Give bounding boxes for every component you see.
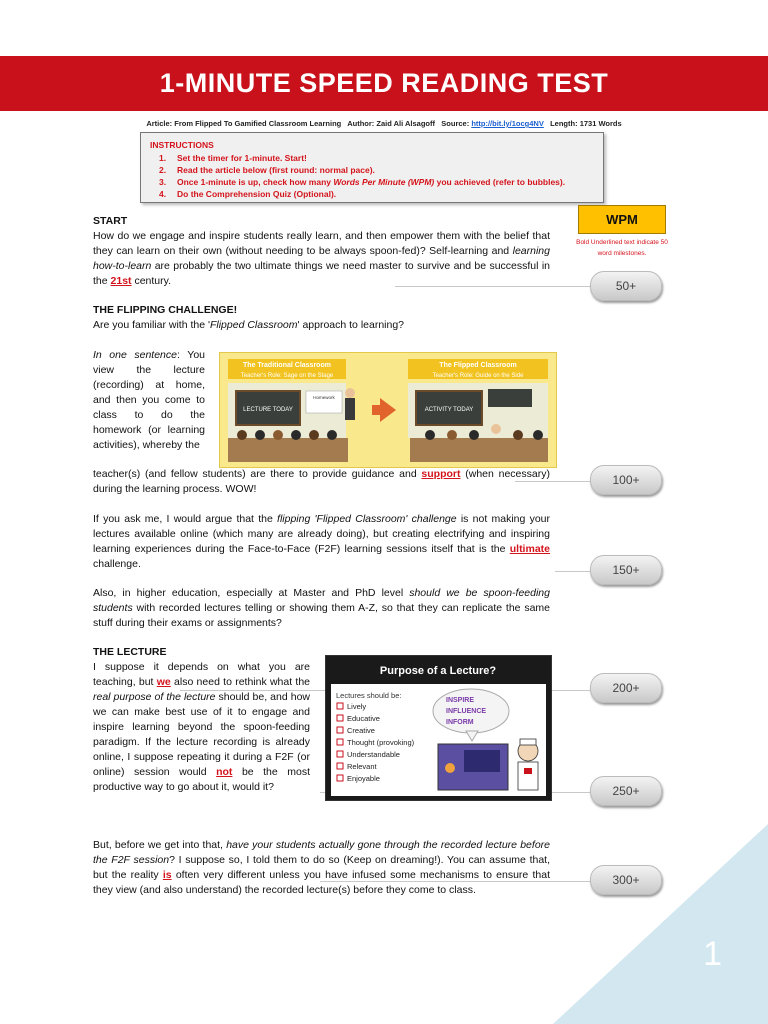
instruction-item: 3. Once 1-minute is up, check how many Words Per Minute (WPM) you achieved (refer to bubbles).: [159, 177, 566, 187]
page-title: 1-MINUTE SPEED READING TEST: [159, 68, 609, 98]
milestone-50: 50+: [590, 271, 662, 301]
lecture-purpose-illustration: [326, 656, 551, 800]
flipping-section: [93, 303, 550, 333]
ask-paragraph: If you ask me, I would argue that the flipping 'Flipped Classroom' challenge is not making your lectures available online (which many are already doing), but creating electrifying and inspiring learning experiences during the Face-to-Face (F2F) learning sessions itself that is the ultimate challenge.: [93, 513, 551, 570]
milestone-line: [555, 571, 590, 572]
start-heading: START: [93, 215, 128, 227]
start-paragraph: How do we engage and inspire students really learn, and then empower them with the belief that they can learn on their own (without needing to be always spoon-fed)? Self-learning and learning how-to-learn are probably the two ultimate things we need master to survive and be successful in the 21st century.: [93, 230, 550, 287]
lecture-paragraph: I suppose it depends on what you are teaching, but we also need to rethink what the real purpose of the lecture should be, and how we can make best use of it to engage and inspire learning beyond the spoon-feeding paradigm. If the lecture recording is already online, I suppose repeating it during a F2F (or online) session would not be the most productive way to go about it, would it?: [93, 661, 311, 793]
traditional-board-text: LECTURE TODAY: [243, 407, 293, 413]
length-value: 1731 Words: [579, 119, 622, 128]
bubble-influence: INFLUENCE: [446, 708, 487, 715]
lecture-image-title: Purpose of a Lecture?: [379, 665, 497, 677]
start-section: [93, 214, 550, 289]
also-paragraph: Also, in higher education, especially at Master and PhD level should we be spoon-feeding students with recorded lectures telling or showing them A-Z, so that they can replicate the same stuff during their exams or assignments?: [93, 587, 550, 629]
lecture-quality-item: Relevant: [347, 762, 377, 771]
article-meta: [0, 119, 768, 128]
bubble-inform: INFORM: [446, 719, 474, 726]
classroom-illustration: [220, 353, 556, 467]
traditional-subtitle: Teacher's Role: Sage on the Stage: [240, 373, 334, 379]
bubble-inspire: INSPIRE: [446, 697, 475, 704]
milestone-100: 100+: [590, 465, 662, 495]
instruction-item: 4. Do the Comprehension Quiz (Optional).: [159, 189, 337, 199]
but-paragraph: But, before we get into that, have your students actually gone through the recorded lecture before the F2F session? I suppose so, I told them to do so (Keep on dreaming!). You can assume that, but the reality is often very different unless you have infused some mechanisms to ensure that they view (and also understand) the recorded lecture(s) before they come to class.: [93, 839, 551, 896]
flipped-classroom-image: [219, 352, 557, 468]
lecture-purpose-image: [325, 655, 552, 801]
traditional-title: The Traditional Classroom: [243, 362, 331, 369]
length-label: Length:: [550, 119, 578, 128]
milestone-150: 150+: [590, 555, 662, 585]
article-label: Article:: [146, 119, 173, 128]
instructions-list: [159, 152, 565, 200]
source-label: Source:: [441, 119, 470, 128]
flipped-title: The Flipped Classroom: [439, 362, 517, 369]
teacher-paragraph: teacher(s) (and fellow students) are there to provide guidance and support (when necessary) during the learning process. WOW!: [93, 468, 550, 495]
instruction-item: 1. Set the timer for 1-minute. Start!: [159, 153, 307, 163]
lecture-quality-item: Creative: [347, 726, 375, 735]
lecture-image-intro: Lectures should be:: [336, 691, 402, 700]
article-name: From Flipped To Gamified Classroom Learning: [174, 119, 342, 128]
author-label: Author:: [347, 119, 375, 128]
instruction-item: 2. Read the article below (first round: normal pace).: [159, 165, 375, 175]
lecture-quality-item: Thought (provoking): [347, 738, 415, 747]
source-link[interactable]: http://bit.ly/1ocg4NV: [471, 119, 544, 128]
instructions-box: [140, 132, 604, 203]
page-number: 1: [703, 935, 722, 973]
lecture-quality-item: Enjoyable: [347, 774, 380, 783]
homework-title: Homework: [313, 395, 335, 400]
lecture-quality-item: Lively: [347, 702, 367, 711]
lecture-quality-item: Understandable: [347, 750, 400, 759]
milestone-200: 200+: [590, 673, 662, 703]
author-name: Zaid Ali Alsagoff: [376, 119, 436, 128]
flipped-subtitle: Teacher's Role: Guide on the Side: [432, 373, 524, 379]
title-banner: [0, 56, 768, 111]
one-sentence-paragraph: In one sentence: You view the lecture (recording) at home, and then you come to class to do the homework (or learning activities), whereby the: [93, 349, 205, 451]
milestone-250: 250+: [590, 776, 662, 806]
wpm-label: WPM: [578, 205, 666, 234]
flipping-heading: THE FLIPPING CHALLENGE!: [93, 304, 238, 316]
lecture-quality-item: Educative: [347, 714, 380, 723]
wpm-note: Bold Underlined text indicate 50 word milestones.: [576, 239, 668, 257]
flipped-board-text: ACTIVITY TODAY: [424, 407, 474, 413]
instructions-title: INSTRUCTIONS: [150, 140, 214, 150]
corner-decoration: [553, 824, 768, 1024]
flipping-question: Are you familiar with the 'Flipped Classroom' approach to learning?: [93, 319, 405, 331]
milestone-300: 300+: [590, 865, 662, 895]
lecture-heading: THE LECTURE: [93, 646, 167, 658]
